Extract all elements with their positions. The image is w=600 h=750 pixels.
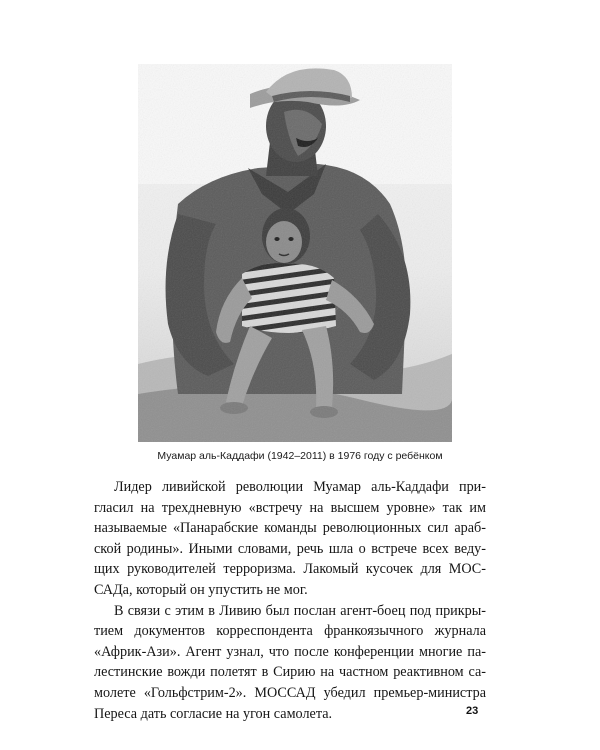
photo-grain (138, 64, 452, 442)
text-line: щих руководителей терроризма. Лакомый кусочек для МОС- (94, 561, 486, 578)
text-line: САДа, который он упустить не мог. (94, 581, 308, 598)
text-line: «Африк-Ази». Агент узнал, что после конференции многие па- (94, 643, 486, 660)
paragraph-1 (94, 477, 486, 601)
text-line: Лидер ливийской революции Муамар аль-Каддафи при- (114, 479, 486, 495)
paragraph-2 (94, 601, 486, 725)
text-line: называемые «Панарабские команды революционных сил араб- (94, 520, 486, 537)
body-text (94, 477, 486, 724)
text-line: Переса дать согласие на угон самолета. (94, 705, 333, 722)
text-line: лестинские вожди полетят в Сирию на частном реактивном са- (94, 664, 486, 681)
text-line: тием документов корреспондента франкоязычного журнала (94, 623, 486, 640)
text-line: ской родины». Иными словами, речь шла о встрече всех веду- (94, 540, 486, 557)
text-line: молете «Гольфстрим-2». МОССАД убедил премьер-министра (94, 684, 486, 701)
photo-illustration (138, 64, 452, 442)
page-number: 23 (466, 705, 479, 717)
figure-caption: Муамар аль-Каддафи (1942–2011) в 1976 году с ребёнком (157, 450, 443, 462)
text-line: В связи с этим в Ливию был послан агент-боец под прикры- (114, 602, 486, 619)
photo-gaddafi-with-child (138, 64, 452, 442)
text-line: гласил на трехдневную «встречу на высшем уровне» так им (94, 499, 486, 516)
